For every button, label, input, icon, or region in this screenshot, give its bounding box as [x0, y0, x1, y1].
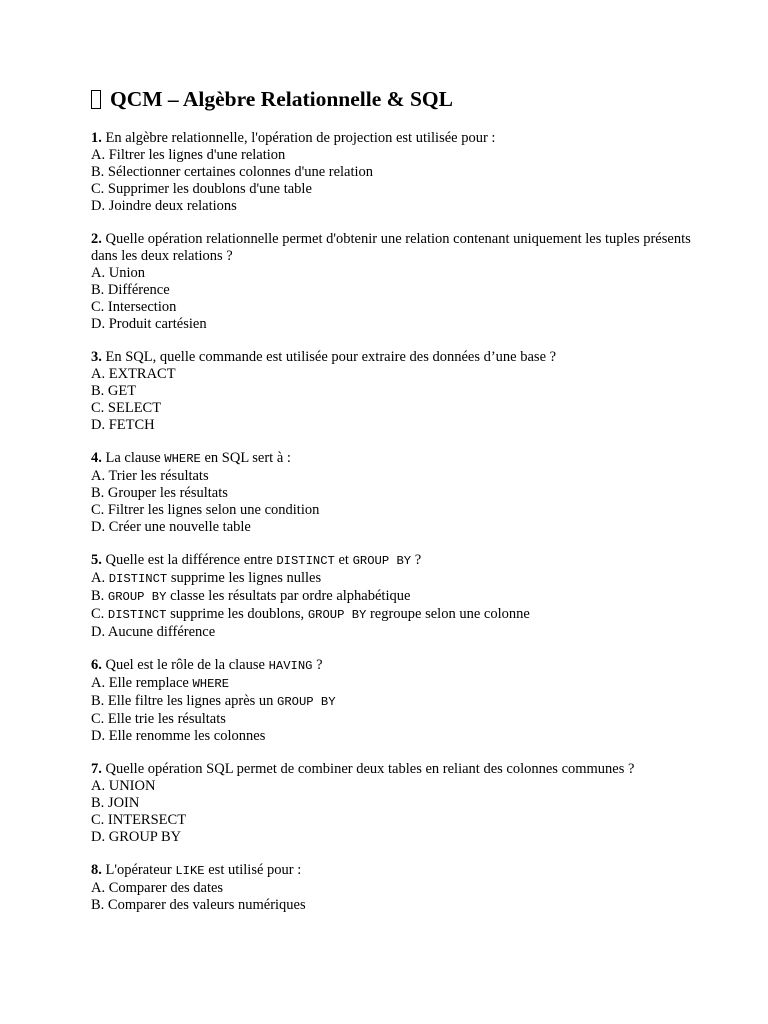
question-text: [91, 349, 691, 366]
text-segment: C. Filtrer les lignes selon une condition: [91, 501, 320, 518]
answer-option: [91, 417, 691, 434]
answer-option: [91, 693, 691, 711]
answer-option: [91, 897, 691, 914]
text-segment: D. Créer une nouvelle table: [91, 518, 251, 535]
inline-code: GROUP BY: [352, 554, 412, 569]
question-number: 8.: [91, 862, 102, 879]
question-number: 6.: [91, 657, 102, 674]
answer-option: [91, 502, 691, 519]
text-segment: B. GET: [91, 382, 137, 399]
text-segment: En algèbre relationnelle, l'opération de projection est utilisée pour :: [101, 130, 496, 146]
text-segment: D. Elle renomme les colonnes: [91, 727, 266, 744]
text-segment: B. JOIN: [91, 794, 140, 811]
question-7: [91, 761, 691, 846]
document-page: [91, 84, 691, 930]
text-segment: La clause: [101, 450, 165, 466]
inline-code: GROUP BY: [107, 589, 167, 604]
answer-option: [91, 282, 691, 299]
question-text: [91, 657, 691, 675]
question-text: [91, 130, 691, 147]
text-segment: et: [334, 552, 353, 569]
answer-option: [91, 316, 691, 333]
answer-option: [91, 265, 691, 282]
question-number: 4.: [91, 450, 102, 466]
question-number: 1.: [91, 130, 102, 146]
answer-option: [91, 570, 691, 588]
text-segment: C. SELECT: [91, 399, 162, 416]
question-number: 2.: [91, 231, 102, 248]
answer-option: [91, 795, 691, 812]
text-segment: ?: [312, 657, 323, 674]
text-segment: supprime les lignes nulles: [167, 569, 322, 586]
inline-code: WHERE: [192, 676, 230, 691]
text-segment: D. Aucune différence: [91, 623, 216, 640]
question-text: [91, 552, 691, 570]
text-segment: B. Grouper les résultats: [91, 484, 228, 501]
text-segment: C.: [91, 605, 108, 622]
page-title: [91, 84, 691, 114]
answer-option: [91, 400, 691, 417]
text-segment: B.: [91, 587, 108, 604]
text-segment: D. FETCH: [91, 416, 155, 433]
text-segment: L'opérateur: [101, 862, 176, 879]
text-segment: B. Différence: [91, 281, 170, 298]
text-segment: A. EXTRACT: [91, 365, 176, 382]
text-segment: ?: [411, 552, 422, 569]
question-text: [91, 862, 691, 880]
text-segment: D. Joindre deux relations: [91, 197, 237, 214]
text-segment: C. Intersection: [91, 298, 177, 315]
question-list: [91, 130, 691, 914]
text-segment: A. Trier les résultats: [91, 467, 209, 484]
question-2: [91, 231, 691, 332]
answer-option: [91, 485, 691, 502]
answer-option: [91, 728, 691, 745]
text-segment: A. Filtrer les lignes d'une relation: [91, 146, 286, 163]
text-segment: B. Comparer des valeurs numériques: [91, 896, 306, 913]
question-text: [91, 231, 691, 265]
text-segment: A. Union: [91, 264, 145, 281]
text-segment: Quel est le rôle de la clause: [101, 657, 269, 674]
answer-option: [91, 675, 691, 693]
answer-option: [91, 147, 691, 164]
answer-option: [91, 711, 691, 728]
question-text: [91, 761, 691, 778]
answer-option: [91, 299, 691, 316]
answer-option: [91, 778, 691, 795]
question-number: 3.: [91, 348, 102, 365]
text-segment: est utilisé pour :: [204, 862, 302, 879]
question-text: [91, 450, 691, 468]
text-segment: B. Elle filtre les lignes après un: [91, 692, 278, 709]
inline-code: DISTINCT: [108, 571, 168, 586]
text-segment: D. Produit cartésien: [91, 315, 207, 332]
answer-option: [91, 164, 691, 181]
question-number: 5.: [91, 552, 102, 569]
answer-option: [91, 468, 691, 485]
text-segment: C. INTERSECT: [91, 811, 187, 828]
question-number: 7.: [91, 761, 102, 778]
text-segment: en SQL sert à :: [200, 450, 291, 466]
answer-option: [91, 880, 691, 897]
answer-option: [91, 606, 691, 624]
question-1: [91, 130, 691, 215]
question-8: [91, 862, 691, 914]
inline-code: GROUP BY: [307, 607, 367, 622]
text-segment: Quelle opération SQL permet de combiner deux tables en reliant des colonnes communes ?: [101, 761, 635, 778]
text-segment: A. Elle remplace: [91, 674, 193, 691]
text-segment: C. Supprimer les doublons d'une table: [91, 180, 312, 197]
question-4: [91, 450, 691, 536]
text-segment: supprime les doublons,: [166, 605, 308, 622]
answer-option: [91, 519, 691, 536]
inline-code: DISTINCT: [276, 554, 335, 569]
text-segment: A. UNION: [91, 778, 156, 794]
question-3: [91, 349, 691, 434]
answer-option: [91, 624, 691, 641]
answer-option: [91, 366, 691, 383]
question-5: [91, 552, 691, 641]
text-segment: C. Elle trie les résultats: [91, 710, 226, 727]
inline-code: GROUP BY: [277, 694, 336, 709]
text-segment: A. Comparer des dates: [91, 880, 224, 897]
answer-option: [91, 383, 691, 400]
text-segment: B. Sélectionner certaines colonnes d'une relation: [91, 163, 374, 180]
text-segment: regroupe selon une colonne: [366, 605, 530, 622]
text-segment: A.: [91, 569, 109, 586]
answer-option: [91, 198, 691, 215]
text-segment: Quelle est la différence entre: [101, 552, 277, 569]
text-segment: En SQL, quelle commande est utilisée pour extraire des données d’une base ?: [101, 348, 557, 365]
page-title-text: QCM – Algèbre Relationnelle & SQL: [110, 87, 453, 111]
inline-code: HAVING: [268, 659, 313, 674]
answer-option: [91, 181, 691, 198]
text-segment: D. GROUP BY: [91, 828, 182, 845]
text-segment: Quelle opération relationnelle permet d'obtenir une relation contenant uniquement les tuples présents dans les deux relations ?: [91, 231, 691, 264]
answer-option: [91, 588, 691, 606]
inline-code: WHERE: [164, 452, 201, 466]
missing-glyph-icon: [91, 90, 101, 109]
inline-code: LIKE: [175, 864, 205, 879]
answer-option: [91, 829, 691, 846]
answer-option: [91, 812, 691, 829]
inline-code: DISTINCT: [107, 607, 167, 622]
text-segment: classe les résultats par ordre alphabétique: [166, 587, 411, 604]
question-6: [91, 657, 691, 745]
